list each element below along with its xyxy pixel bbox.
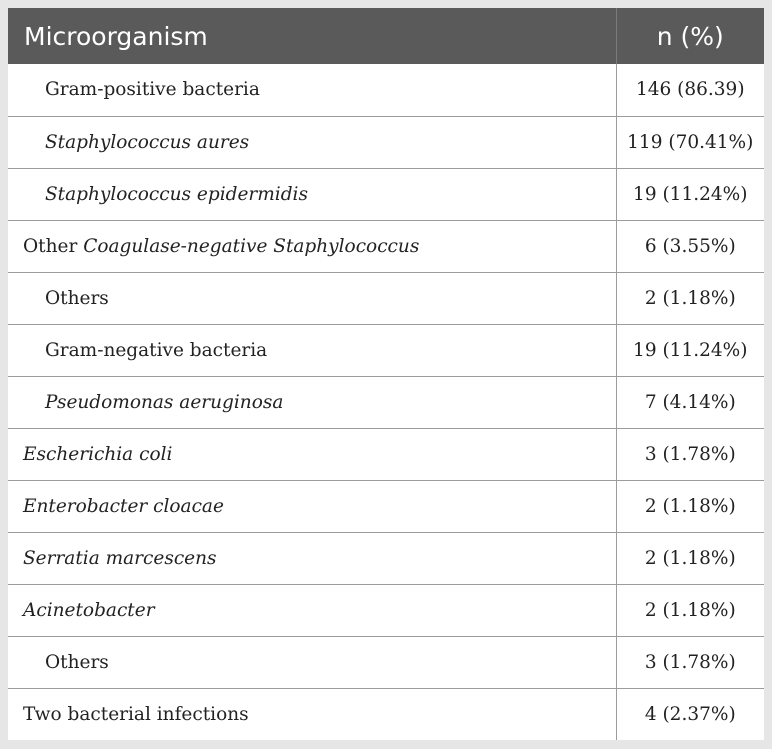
row-value: 119 (70.41%) bbox=[616, 116, 764, 168]
row-value: 7 (4.14%) bbox=[616, 376, 764, 428]
header-n-percent: n (%) bbox=[616, 8, 764, 64]
table-row bbox=[8, 636, 764, 688]
row-value: 3 (1.78%) bbox=[616, 428, 764, 480]
row-label: Others bbox=[8, 636, 616, 688]
row-value: 19 (11.24%) bbox=[616, 324, 764, 376]
row-value: 19 (11.24%) bbox=[616, 168, 764, 220]
table-row bbox=[8, 480, 764, 532]
table-row bbox=[8, 584, 764, 636]
row-value: 2 (1.18%) bbox=[616, 272, 764, 324]
row-value: 146 (86.39) bbox=[616, 64, 764, 116]
row-label: Other Coagulase-negative Staphylococcus bbox=[8, 220, 616, 272]
row-value: 2 (1.18%) bbox=[616, 584, 764, 636]
table-row bbox=[8, 428, 764, 480]
row-label: Staphylococcus aures bbox=[8, 116, 616, 168]
row-value: 2 (1.18%) bbox=[616, 480, 764, 532]
table-row bbox=[8, 376, 764, 428]
table-row bbox=[8, 324, 764, 376]
table-row bbox=[8, 220, 764, 272]
row-value: 6 (3.55%) bbox=[616, 220, 764, 272]
row-label: Acinetobacter bbox=[8, 584, 616, 636]
microorganism-table bbox=[8, 8, 764, 740]
table-row bbox=[8, 64, 764, 116]
table-row bbox=[8, 168, 764, 220]
row-label: Staphylococcus epidermidis bbox=[8, 168, 616, 220]
row-value: 3 (1.78%) bbox=[616, 636, 764, 688]
table-row bbox=[8, 532, 764, 584]
table-row bbox=[8, 272, 764, 324]
row-label: Gram-positive bacteria bbox=[45, 79, 260, 101]
row-label: Gram-negative bacteria bbox=[8, 324, 616, 376]
row-label: Enterobacter cloacae bbox=[8, 480, 616, 532]
table-row bbox=[8, 116, 764, 168]
table-header-row bbox=[8, 8, 764, 64]
header-microorganism: Microorganism bbox=[24, 21, 208, 51]
row-value: 2 (1.18%) bbox=[616, 532, 764, 584]
row-label: Two bacterial infections bbox=[8, 688, 616, 740]
row-label: Pseudomonas aeruginosa bbox=[8, 376, 616, 428]
table-row bbox=[8, 688, 764, 740]
row-label: Serratia marcescens bbox=[8, 532, 616, 584]
row-label: Escherichia coli bbox=[8, 428, 616, 480]
row-label: Others bbox=[8, 272, 616, 324]
row-value: 4 (2.37%) bbox=[616, 688, 764, 740]
